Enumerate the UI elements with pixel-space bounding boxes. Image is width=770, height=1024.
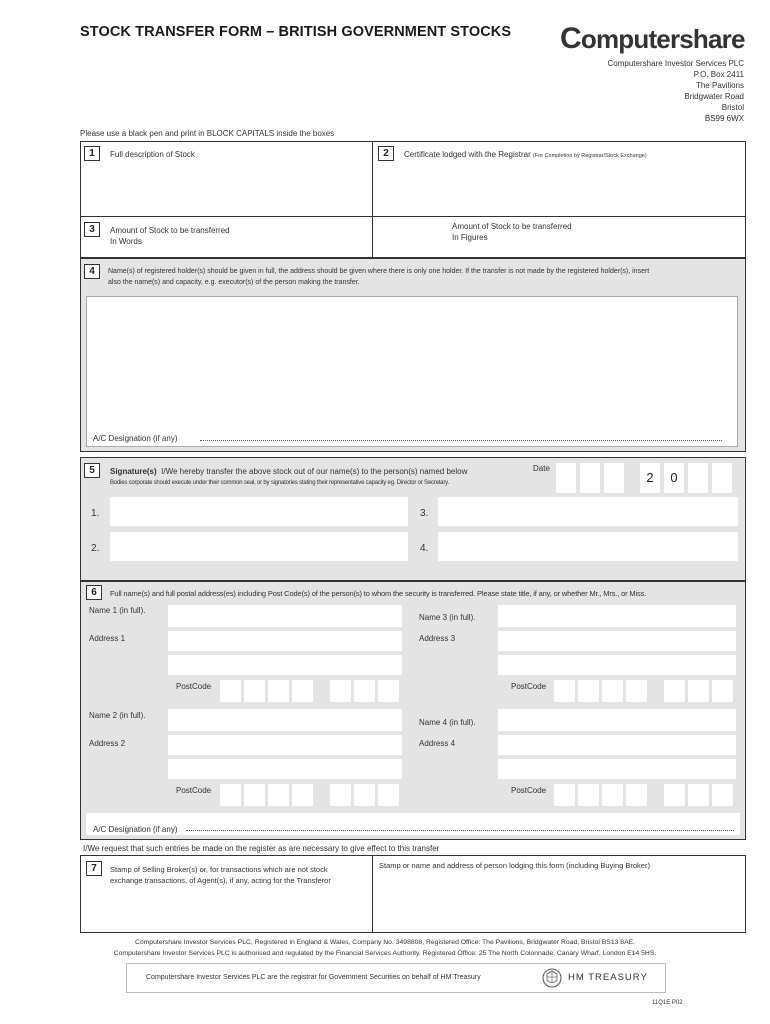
amount-figures-label: Amount of Stock to be transferred: [452, 222, 572, 231]
address-line: Bristol: [721, 103, 744, 112]
address-2-label: Address 2: [89, 739, 126, 748]
signature-bold-label: Signature(s): [110, 467, 157, 476]
section-7-text-1: Stamp of Selling Broker(s) or, for transactions which are not stock: [110, 865, 328, 874]
address-1-field-line1[interactable]: [168, 631, 402, 651]
postcode-box[interactable]: [712, 680, 733, 702]
postcode-box[interactable]: [688, 784, 709, 806]
postcode-3-label: PostCode: [511, 682, 547, 691]
address-2-field-line1[interactable]: [168, 735, 402, 755]
address-2-field-line2[interactable]: [168, 759, 402, 779]
section-6-ac-line[interactable]: [186, 830, 734, 831]
section-4-ac-label: A/C Designation (if any): [93, 434, 178, 443]
postcode-box[interactable]: [244, 784, 265, 806]
postcode-box[interactable]: [268, 680, 289, 702]
postcode-box[interactable]: [378, 680, 399, 702]
signature-number-3: 3.: [420, 508, 429, 519]
postcode-box[interactable]: [292, 784, 313, 806]
amount-words-sub: In Words: [110, 237, 142, 246]
section-3-number: 3: [84, 222, 100, 237]
postcode-box[interactable]: [664, 680, 685, 702]
form-title: STOCK TRANSFER FORM – BRITISH GOVERNMENT STOCKS: [80, 24, 512, 40]
section-5-label: [110, 466, 467, 477]
postcode-box[interactable]: [712, 784, 733, 806]
section-7-number: 7: [86, 861, 102, 876]
signature-number-1: 1.: [91, 508, 100, 519]
postcode-box[interactable]: [330, 680, 351, 702]
postcode-1-label: PostCode: [176, 682, 212, 691]
name-4-label: Name 4 (in full).: [419, 718, 476, 727]
date-box[interactable]: [556, 463, 576, 493]
selling-broker-stamp-area[interactable]: [84, 890, 368, 930]
section-6-ac-strip: [86, 813, 740, 835]
section-7-text-2: exchange transactions, of Agent(s), if any, acting for the Transferor: [110, 876, 331, 885]
date-box[interactable]: [712, 463, 732, 493]
date-label: Date: [533, 464, 550, 473]
logo-text: omputershare: [580, 24, 745, 54]
section-6-number: 6: [86, 585, 102, 600]
hm-treasury-text: HM TREASURY: [568, 972, 648, 983]
address-3-field-line1[interactable]: [498, 631, 736, 651]
registrar-note: Computershare Investor Services PLC are the registrar for Government Securities on behalf of HM Treasury: [146, 974, 481, 981]
request-text: I/We request that such entries be made on the register as are necessary to give effect to this transfer: [83, 844, 440, 853]
postcode-box[interactable]: [688, 680, 709, 702]
section-1-label: Full description of Stock: [110, 150, 195, 159]
stock-description-field[interactable]: [86, 164, 368, 214]
amount-words-label: Amount of Stock to be transferred: [110, 226, 230, 235]
address-line: Bridgwater Road: [684, 92, 744, 101]
postcode-4-label: PostCode: [511, 786, 547, 795]
name-1-label: Name 1 (in full).: [89, 606, 146, 615]
signature-field-3[interactable]: [438, 497, 738, 526]
postcode-box[interactable]: [602, 680, 623, 702]
signature-text: I/We hereby transfer the above stock out of our name(s) to the person(s) named below: [161, 467, 468, 476]
footer-line-2: Computershare Investor Services PLC is authorised and regulated by the Financial Services Authority, Registered Office: 25 The North Colonnade, Canary Wharf, London E14 5HS.: [113, 950, 657, 957]
section-5-note: Bodies corporate should execute under their common seal, or by signatories stating their representative capacity eg. Director or Secretary.: [110, 480, 449, 486]
section-2-note: (For Completion by Registrar/Stock Exchange): [532, 153, 647, 159]
postcode-box[interactable]: [354, 680, 375, 702]
footer-line-1: Computershare Investor Services PLC, Registered in England & Wales, Company No. 3498808, Registered Office: The Pavilions, Bridgwater Road, Bristol BS13 8AE.: [134, 939, 636, 946]
address-line: P.O. Box 2411: [693, 70, 744, 79]
name-3-label: Name 3 (in full).: [419, 613, 476, 622]
section-2-title: Certificate lodged with the Registrar: [404, 150, 531, 159]
postcode-box[interactable]: [244, 680, 265, 702]
postcode-box[interactable]: [354, 784, 375, 806]
postcode-2-label: PostCode: [176, 786, 212, 795]
postcode-box[interactable]: [664, 784, 685, 806]
section-4-number: 4: [84, 264, 100, 279]
section-4-ac-line[interactable]: [200, 440, 722, 441]
buying-broker-stamp-area[interactable]: [376, 874, 742, 930]
name-2-field[interactable]: [168, 709, 402, 731]
address-1-label: Address 1: [89, 634, 126, 643]
postcode-box[interactable]: [220, 680, 241, 702]
address-4-field-line2[interactable]: [498, 759, 736, 779]
section-2-number: 2: [378, 146, 394, 161]
address-1-field-line2[interactable]: [168, 655, 402, 675]
holder-names-field[interactable]: [86, 296, 738, 447]
date-box[interactable]: [580, 463, 600, 493]
section-6-text: Full name(s) and full postal address(es) including Post Code(s) of the person(s) to whom the security is transferred. Please state title, if any, or whether Mr., Mrs., or Miss.: [110, 589, 647, 598]
instruction-text: Please use a black pen and print in BLOCK CAPITALS inside the boxes: [80, 129, 335, 138]
address-line: Computershare Investor Services PLC: [607, 59, 744, 68]
section-7-right-label: Stamp or name and address of person lodging this form (including Buying Broker): [379, 861, 650, 870]
section-6-ac-label: A/C Designation (if any): [93, 825, 178, 834]
section-1-number: 1: [84, 146, 100, 161]
postcode-box[interactable]: [330, 784, 351, 806]
address-line: The Pavilions: [695, 81, 744, 90]
signature-field-4[interactable]: [438, 532, 738, 561]
date-box[interactable]: [604, 463, 624, 493]
postcode-box[interactable]: [602, 784, 623, 806]
address-3-field-line2[interactable]: [498, 655, 736, 675]
postcode-box[interactable]: [626, 784, 647, 806]
signature-number-2: 2.: [91, 543, 100, 554]
computershare-logo: [560, 24, 745, 54]
section-5-number: 5: [84, 463, 100, 478]
postcode-box[interactable]: [578, 680, 599, 702]
form-code: 11Q1E P02: [652, 1000, 683, 1006]
postcode-box[interactable]: [554, 680, 575, 702]
address-3-label: Address 3: [419, 634, 456, 643]
date-year-digit-2[interactable]: 0: [664, 463, 684, 493]
postcode-box[interactable]: [626, 680, 647, 702]
date-box[interactable]: [688, 463, 708, 493]
section-3-box: [80, 216, 746, 258]
address-4-label: Address 4: [419, 739, 456, 748]
amount-figures-sub: In Figures: [452, 233, 488, 242]
crest-icon: [540, 966, 564, 990]
signature-field-1[interactable]: [110, 497, 408, 526]
address-line: BS99 6WX: [704, 114, 744, 123]
signature-field-2[interactable]: [110, 532, 408, 561]
name-3-field[interactable]: [498, 605, 736, 627]
section-4-text-2: also the name(s) and capacity, e.g. executor(s) of the person making the transfer.: [108, 279, 360, 286]
postcode-box[interactable]: [268, 784, 289, 806]
signature-number-4: 4.: [420, 543, 429, 554]
logo-initial: C: [560, 22, 581, 55]
postcode-box[interactable]: [378, 784, 399, 806]
date-year-digit-1[interactable]: 2: [640, 463, 660, 493]
registrar-address: [524, 58, 744, 124]
name-1-field[interactable]: [168, 605, 402, 627]
address-4-field-line1[interactable]: [498, 735, 736, 755]
postcode-box[interactable]: [578, 784, 599, 806]
section-4-text-1: Name(s) of registered holder(s) should be given in full, the address should be given where there is only one holder. If the transfer is not made by the registered holder(s), insert: [108, 268, 650, 275]
section-2-label: [404, 149, 647, 162]
name-4-field[interactable]: [498, 709, 736, 731]
postcode-box[interactable]: [220, 784, 241, 806]
postcode-box[interactable]: [554, 784, 575, 806]
name-2-label: Name 2 (in full).: [89, 711, 146, 720]
postcode-box[interactable]: [292, 680, 313, 702]
